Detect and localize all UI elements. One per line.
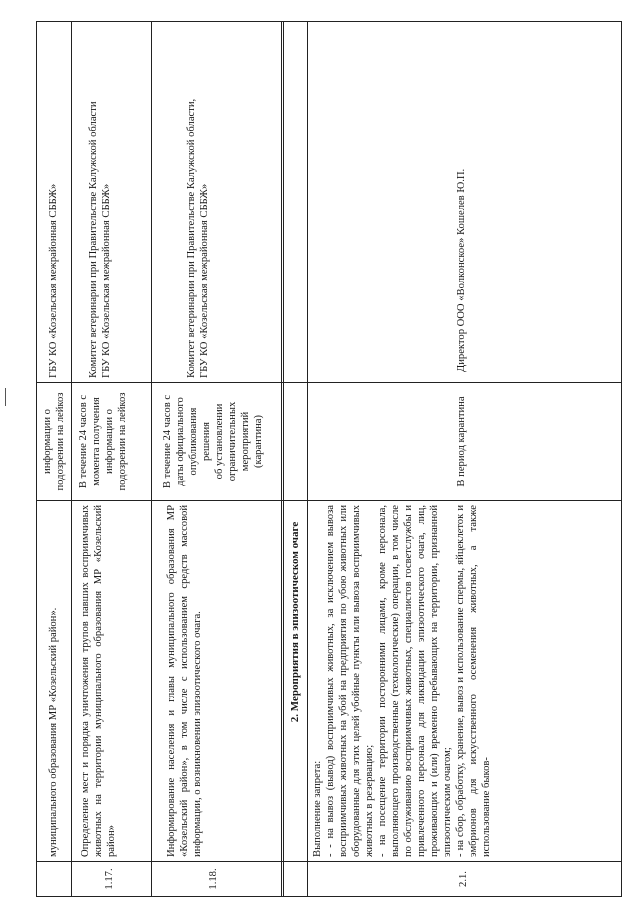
row-number: 1.18.: [208, 868, 219, 890]
text-line: - на сбор, обработку, хранение, вывоз и использование спермы, яйцеклеток и эмбрионов для искусственного осеменения животных, а также использование быков-: [455, 505, 492, 857]
responsible-line: Комитет ветеринарии при Правительстве Калужской области: [88, 101, 99, 378]
responsible-line: ГБУ КО «Козельская межрайонная СББЖ»: [199, 183, 210, 378]
row-number: 2.1.: [458, 871, 469, 887]
text-line: - - на вывоз (вывод) восприимчивых животных, за исключением вывоза восприимчивых животных на убой на предприятия по убою животных или оборудованные для этих целей убойные пункты или вывоза восприимчивых животных в резервацию;: [325, 505, 375, 857]
text-line: - на посещение территории посторонними лицами, кроме персонала, выполняющего производственные (технологические) операции, в том числе по обслуживанию восприимчивых животных, специалистов госветслужбы и привлеченного персонала для ликвидации эпизоотического очага, лиц, проживающих и (или) временно пребывающих на территории, признанной эпизоотическим очагом;: [377, 505, 453, 857]
row-number: 1.17.: [104, 868, 115, 890]
deadline-line: информации о: [42, 409, 53, 474]
top-row-deadline: [37, 383, 71, 500]
deadline-line: даты официального: [175, 397, 186, 486]
row-21-responsible: Директор ООО «Волконское» Кошелев Ю.П.: [456, 168, 467, 372]
deadline-line: подозрении на лейкоз: [55, 392, 66, 491]
deadline-line: В течение 24 часов с: [78, 394, 89, 489]
deadline-line: подозрении на лейкоз: [117, 392, 128, 491]
deadline-line: об установлении: [214, 403, 225, 480]
deadline-line: опубликования решения: [188, 407, 212, 476]
top-row-text: муниципального образования МР «Козельский район».: [48, 607, 59, 857]
row-118-responsible: [151, 22, 281, 382]
deadline-line: мероприятий: [240, 411, 251, 472]
responsible-line: Комитет ветеринарии при Правительстве Калужской области,: [186, 98, 197, 378]
deadline-line: В течение 24 часов с: [162, 394, 173, 489]
row-117-responsible: [71, 22, 151, 382]
scan-mark: [5, 388, 6, 406]
text-line: Выполнение запрета:: [312, 760, 323, 857]
row-118-text: Информирование населения и главы муниципального образования МР «Козельский район», в том числе с использованием средств массовой информации, о возникновении эпизоотического очага.: [166, 505, 203, 857]
measures-table: [36, 21, 622, 897]
row-21-text: [307, 501, 623, 861]
top-row-responsible: ГБУ КО «Козельская межрайонная СББЖ»: [48, 183, 59, 378]
deadline-line: (карантина): [253, 414, 264, 469]
deadline-line: ограничительных: [227, 401, 238, 482]
section-title: 2. Мероприятия в эпизоотическом очаге: [289, 521, 301, 723]
row-117-deadline: [71, 383, 151, 500]
row-118-deadline: [151, 383, 281, 500]
deadline-line: информации о: [104, 409, 115, 474]
responsible-line: ГБУ КО «Козельская межрайонная СББЖ»: [101, 183, 112, 378]
deadline-line: момента получения: [91, 397, 102, 486]
row-117-text: Определение мест и порядка уничтожения трупов павших восприимчивых животных на территории муниципального образования МР «Козельский район»: [80, 505, 117, 857]
row-21-deadline: В период карантина: [456, 396, 467, 487]
